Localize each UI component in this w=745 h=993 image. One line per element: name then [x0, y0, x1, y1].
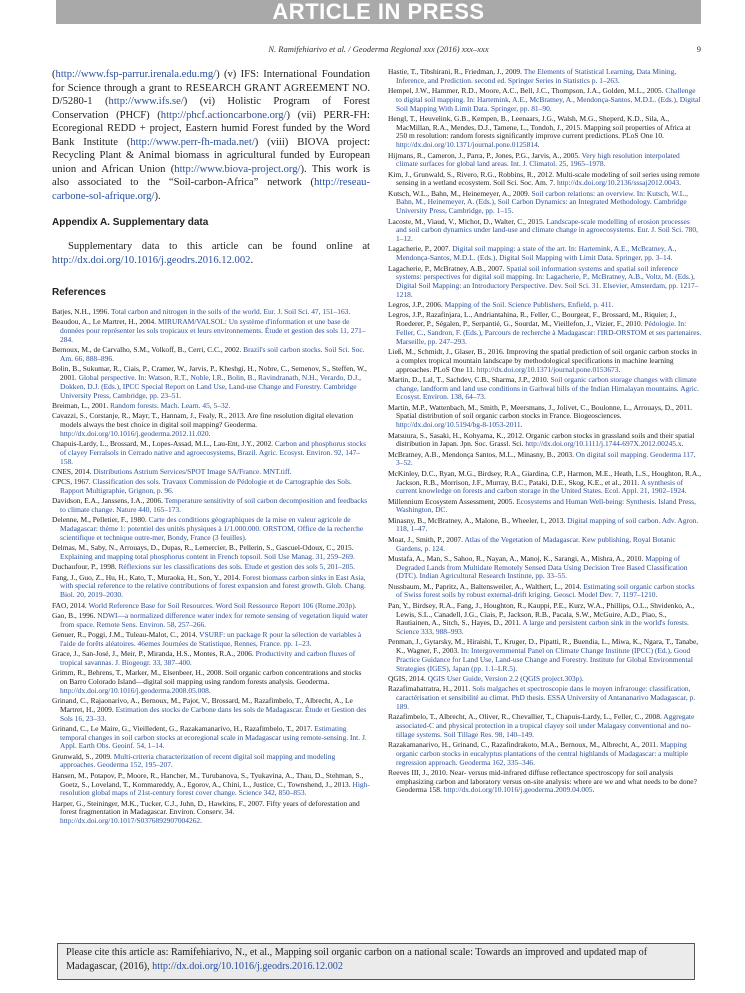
reference-link[interactable]: http://dx.doi.org/10.2136/sssaj2012.0043: [556, 178, 680, 188]
reference-link[interactable]: High-resolution global maps of 21st-century forest cover change. Science 342, 850–853.: [60, 779, 370, 798]
reference-entry: [52, 612, 370, 630]
reference-entry: [388, 218, 702, 244]
reference-text: Gao, B., 1996.: [52, 610, 98, 620]
reference-entry: [52, 308, 370, 317]
reference-entry: [388, 470, 702, 496]
reference-text: .: [208, 685, 211, 695]
left-column: [52, 68, 370, 828]
reference-link[interactable]: MIRURAM/VALSOL: Un système d'information et une base de données pour représenter les sols tropicaux et leurs environnements. Étude et gestion des sols 11, 271–284.: [60, 317, 366, 344]
reference-link[interactable]: Productivity and carbon fluxes of tropical savannas. J. Biogeogr. 33, 387–400.: [60, 649, 356, 667]
reference-link[interactable]: Classification des sols. Travaux Commission de Pédologie et de Cartographie des Sols. Rapport Multigraphie, Grignon, p. 96.: [60, 477, 352, 495]
reference-entry: [52, 574, 370, 600]
reference-text: Davidson, E.A., Janssens, I.A., 2006.: [52, 496, 165, 506]
reference-entry: [52, 800, 370, 826]
reference-entry: [388, 638, 702, 673]
reference-text: Legros, J.P., Razafinjara, L., Andriantahina, R., Feller, C., Bourgeat, F., Brossard, M., Riquier, J., Roederer, P., Ségalen, P., Serpantié, G., Sourdat, M., Vieillefon, J., Vizier, F., 2010.: [388, 310, 677, 329]
reference-entry: [388, 536, 702, 554]
reference-text: Kim, J., Grunwald, S., Rivero, R.G., Robbins, R., 2012. Multi-scale modeling of soil series using remote sensing in a wetland ecosystem. Soil Sci. Soc. Am. 7.: [388, 169, 700, 188]
reference-text: QGIS, 2014.: [388, 674, 428, 683]
reference-link[interactable]: VSURF: un package R pour la sélection de variables à l'aide de forêts aléatoires. 46emes Journées de Statistique, Rennes, France. pp. 1–23.: [60, 630, 362, 648]
text-span: ) (vii) PERR-FH: Ecoregional REDD + project, Eastern humid Forest funded by the Word Bank Institute (: [52, 109, 371, 148]
reference-text: Grinand, C., Rajaonarivo, A., Bernoux, M., Pajot, V., Brossard, M., Razafimbelo, T., Albrecht, A., Le Martret, H., 2009.: [52, 696, 353, 714]
reference-link[interactable]: http://dx.doi.org/10.1016/j.geoderma.2009.04.005: [443, 785, 593, 795]
reference-link[interactable]: Carte des conditions géographiques de la mise en valeur agricole de Madagascar: thème 1: potentiel des unités physiques à 1/1.000.000. ORSTOM, Office de la recherche scientifique et technique outre-mer, Bondy, France (3 feuilles).: [60, 515, 364, 542]
reference-link[interactable]: http://dx.doi.org/10.1371/journal.pone.0125814: [396, 140, 538, 150]
reference-text: Fang, J., Guo, Z., Hu, H., Kato, T., Muraoka, H., Son, Y., 2014.: [52, 572, 243, 582]
reference-entry: [388, 741, 702, 767]
reference-link[interactable]: Very high resolution interpolated climate surfaces for global land areas. Int. J. Climatol. 25, 1965–1978.: [396, 150, 680, 169]
reference-link[interactable]: Digital mapping of soil carbon. Adv. Agron. 118, 1–47.: [396, 515, 699, 534]
reference-link[interactable]: Forest biomass carbon sinks in East Asia, with special reference to the relative contributions of forest expansion and forest growth. Glob. Chang. Biol. 20, 2019–2030.: [60, 572, 366, 600]
reference-link[interactable]: Distributions Astrium Services/SPOT Image SA/France. MNT.tiff: [93, 466, 290, 476]
doi-link[interactable]: http://phcf.actioncarbone.org/: [160, 109, 287, 121]
doi-link[interactable]: http://www.ifs.se/: [108, 96, 184, 107]
doi-link[interactable]: http://dx.doi.org/10.1016/j.geodrs.2016.12.002: [152, 960, 343, 972]
reference-entry: [52, 650, 370, 668]
reference-entry: [388, 404, 702, 430]
reference-text: Duchaufour, P., 1998.: [52, 562, 119, 572]
reference-link[interactable]: Carbon and phosphorus stocks of clayey Ferralsols in Cerrado native and agroecosystems, Brazil. Agric. Ecosyst. Environ. 92, 147–158.: [60, 439, 366, 466]
reference-text: .: [681, 439, 684, 449]
reference-entry: [388, 451, 702, 469]
reference-text: Delmas, M., Saby, N., Arrouays, D., Dupas, R., Lemercier, B., Pellerin, S., Gascuel-Odoux, C., 2015.: [52, 543, 354, 553]
reference-text: Legros, J.P., 2006.: [388, 300, 445, 310]
reference-link[interactable]: http://dx.doi.org/10.1016/j.geoderma.2012.11.020: [60, 428, 209, 438]
reference-text: Penman, J., Gytarsky, M., Hiraishi, T., Kruger, D., Pipatti, R., Buendia, L., Miwa, K., Ngara, T., Tanabe, K., Wagner, F., 2003.: [388, 637, 699, 656]
reference-link[interactable]: Estimating soil organic carbon stocks of Swiss forest soils by robust external-drift kriging. Geosci. Model Dev. 7, 1197–1210.: [396, 581, 695, 600]
reference-entry: [52, 697, 370, 723]
reference-text: Lagacherie, P., 2007.: [388, 244, 453, 254]
reference-text: .: [200, 816, 203, 826]
reference-text: Martin, M.P., Wattenbach, M., Smith, P., Meersmans, J., Jolivet, C., Boulonne, L., Arrouays, D., 2011. Spatial distribution of soil organic carbon stocks in France. Biogeosciences.: [388, 402, 693, 421]
reference-entry: [388, 115, 702, 150]
reference-text: Grinand, C., Le Maire, G., Vieilledent, G., Razakamanarivo, H., Razafimbelo, T., 2017.: [52, 723, 315, 733]
reference-entry: [52, 772, 370, 798]
page-number: 9: [696, 44, 701, 54]
reference-text: Cavazzi, S., Corstanje, R., Mayr, T., Hannam, J., Fealy, R., 2013. Are fine resolution digital elevation models always the best choice in digital soil mapping? Geoderma.: [52, 411, 354, 429]
reference-list-left: [52, 308, 370, 826]
reference-link[interactable]: Challenge to digital soil mapping. In: Hartemink, A.E., McBratney, A., Mendonça-Santos, M.D.L. (Eds.), Digital Soil Mapping With Limit Data. Springer, pp. 81–90.: [396, 86, 701, 113]
text-span: .: [250, 254, 254, 266]
reference-entry: [388, 311, 702, 346]
reference-text: Hempel, J.W., Hammer, R.D., Moore, A.C., Bell, J.C., Thompson, J.A., Golden, M.L., 2005.: [388, 86, 666, 96]
reference-text: Breiman, L., 2001.: [52, 400, 111, 410]
reference-link[interactable]: Pédologie. In: Feller, C., Sandron, F. (Eds.), Parcours de recherche à Madagascar: l'IRD-ORSTOM et ses partenaires. Marseille, pp. 247–293.: [396, 319, 702, 346]
reference-entry: [388, 171, 702, 189]
reference-entry: [388, 517, 702, 535]
text-span: Please cite this article as: Ramifehiarivo, N., et al., Mapping soil organic carbon on a national scale: Towards an improved and updated map of Madagascar, (2016),: [66, 947, 648, 972]
reference-link[interactable]: http://dx.doi.org/10.1371/journal.pone.0153673: [476, 364, 619, 374]
reference-link[interactable]: Temperature sensitivity of soil carbon decomposition and feedbacks to climate change. Nature 440, 165–173.: [60, 496, 368, 515]
reference-entry: [52, 402, 370, 411]
reference-entry: [52, 440, 370, 466]
reference-text: Reeves III, J., 2010. Near- versus mid-infrared diffuse reflectance spectroscopy for soil analysis emphasizing carbon and laboratory versus on-site analysis: where are we and what needs to be done? Geoderma 158.: [388, 767, 697, 795]
reference-link[interactable]: Digital soil mapping: a state of the art. In: Hartemink, A.E., McBratney, A., Mendonça-Santos, M.D.L. (Eds.), Digital Soil Mapping with Limit Data. Springer, pp. 3–14.: [396, 244, 677, 263]
reference-link[interactable]: QGIS User Guide, Version 2.2 (QGIS project.303p).: [427, 674, 584, 683]
reference-link[interactable]: On digital soil mapping. Geoderma 117, 3–52.: [396, 449, 696, 468]
reference-entry: [388, 555, 702, 581]
reference-text: Ließ, M., Schmidt, J., Glaser, B., 2016. Improving the spatial prediction of soil organic carbon stocks in a complex tropical mountain landscape by methodological specifications in machine learning approaches. PLoS One 11.: [388, 347, 697, 374]
reference-text: .: [537, 140, 540, 150]
reference-entry: [388, 685, 702, 711]
reference-entry: [388, 348, 702, 374]
appendix-paragraph: [52, 240, 370, 267]
reference-entry: [388, 769, 702, 795]
reference-link[interactable]: A synthesis of current knowledge on forests and carbon storage in the United States. Ecol. Appl. 21, 1902–1924.: [396, 477, 687, 496]
doi-link[interactable]: http://dx.doi.org/10.1016/j.geodrs.2016.12.002: [52, 254, 251, 266]
reference-entry: [52, 318, 370, 344]
reference-link[interactable]: Multi-criteria characterization of recent digital soil mapping and modeling approaches. Geoderma 152, 195–207.: [60, 751, 336, 770]
reference-link[interactable]: Global perspective. In: Watson, R.T., Noble, I.R., Bolin, B., Ravindranath, N.H., Verardo, D.J., Dokken, D.J. (Eds.), IPCC Special Report on Land Use, Land-use Change and Forestry. Cambridge University Press, Cambridge, pp. 23–51.: [60, 373, 361, 400]
reference-text: Nussbaum, M., Papritz, A., Baltensweiler, A., Walthert, L., 2014.: [388, 581, 584, 591]
doi-link[interactable]: http://www.fsp-parrur.irenala.edu.mg/: [55, 69, 217, 80]
reference-text: Moat, J., Smith, P., 2007.: [388, 534, 465, 544]
text-span: (: [52, 69, 56, 80]
reference-entry: [388, 68, 702, 86]
reference-text: Grace, J., San-José, J., Meir, P., Miranda, H.S., Montes, R.A., 2006.: [52, 649, 256, 659]
doi-link[interactable]: http://www.perr-fh-mada.net/: [130, 136, 255, 148]
reference-text: Hijmans, R., Cameron, J., Parra, P., Jones, P.G., Jarvis, A., 2005.: [388, 150, 582, 160]
reference-entry: [388, 498, 702, 516]
reference-text: Chapuis-Lardy, L., Brossard, M., Lopes-Assad, M.L., Lau-Ent, J.Y., 2002.: [52, 439, 275, 449]
text-span: ) (viii) BIOVA project: Recycling Plant & Animal biomass in agricultural funded by European union and African Union (: [52, 136, 371, 175]
reference-link[interactable]: World Reference Base for Soil Resources. Word Soil Ressource Report 106 (Rome.203p).: [88, 600, 357, 610]
reference-text: Pan, Y., Birdsey, R.A., Fang, J., Houghton, R., Kauppi, P.E., Kurz, W.A., Phillips, O.L., Shvidenko, A., Lewis, S.L., Canadell, J.G., Ciais, P., Jackson, R.B., Pacala, S.W., McGuire, A.D., Piao, S., Rautiainen, A., Sitch, S., Hayes, D., 2011.: [388, 600, 695, 628]
text-span: ) (v) IFS: International Foundation for Science through a grant to RESEARCH GRANT AGREEMENT NO. D/5280-1 (: [52, 69, 370, 107]
reference-link[interactable]: A large and persistent carbon sink in the world's forests. Science 333, 988–993.: [396, 618, 689, 637]
reference-text: Mustafa, A., Man, S., Sahoo, R., Nayan, A., Manoj, K., Sarangi, A., Mishra, A., 2010.: [388, 553, 646, 563]
reference-link[interactable]: Estimating temporal changes in soil carbon stocks at ecoregional scale in Madagascar using remote-sensing. Int. J. Appl. Earth Obs. Geoinf. 54, 1–14.: [60, 723, 367, 751]
text-span: ) (vi) Holistic Program of Forest Conservation (PHCF) (: [52, 96, 370, 121]
reference-link[interactable]: In: Intergovernmental Panel on Climate Change Institute (IPCC) (Ed.), Good Practice Guidance for Land Use, Land-use Change and Forestry. Institute for Global Environmental Strategies (IGES), Japan (pp. 1.1–LR.5).: [396, 646, 693, 673]
reference-entry: [52, 563, 370, 572]
reference-text: Martin, D., Lal, T., Sachdev, C.B., Sharma, J.P., 2010.: [388, 374, 551, 384]
reference-entry: [388, 713, 702, 739]
reference-entry: [388, 432, 702, 450]
reference-text: Hansen, M., Potapov, P., Moore, R., Hancher, M., Turubanova, S., Tyukavina, A., Thau, D., Stehman, S., Goetz, S., Loveland, T., Kommareddy, A., Egorov, A., Chini, L., Justice, C., Townshend, J., 2013.: [52, 770, 364, 789]
reference-text: Razafimbelo, T., Albrecht, A., Oliver, R., Chevallier, T., Chapuis-Lardy, L., Feller, C., 2008.: [388, 712, 664, 722]
reference-link[interactable]: Mapping organic carbon stocks in eucalyptus plantations of the central highlands of Madagascar: a multiple regression approach. Geoderma 162, 335–346.: [396, 740, 689, 767]
reference-text: .: [520, 420, 523, 430]
reference-text: Razakamanarivo, H., Grinand, C., Razafindrakoto, M.A., Bernoux, M., Albrecht, A., 2011.: [388, 740, 660, 750]
article-in-press-banner: ARTICLE IN PRESS: [56, 0, 701, 24]
reference-text: .: [592, 785, 595, 795]
reference-entry: [52, 497, 370, 515]
reference-entry: [388, 152, 702, 170]
reference-entry: [388, 245, 702, 263]
right-column: [388, 68, 702, 797]
reference-text: Batjes, N.H., 1996.: [52, 307, 111, 316]
reference-link[interactable]: Réflexions sur les classifications des sols. Etude et gestion des sols 5, 201–205.: [118, 562, 355, 572]
reference-link[interactable]: Estimation des stocks de Carbone dans les sols de Madagascar. Étude et Gestion des Sols 16, 23–33.: [60, 704, 367, 723]
reference-text: .: [208, 428, 211, 438]
reference-entry: [52, 544, 370, 562]
reference-list-right: [388, 68, 702, 795]
reference-text: Harper, G., Steininger, M.K., Tucker, C.J., Juhn, D., Hawkins, F., 2007. Fifty years of deforestation and forest fragmentation in Madagascar. Environ. Conserv. 34.: [52, 798, 360, 817]
reference-text: McKinley, D.C., Ryan, M.G., Birdsey, R.A., Giardina, C.P., Harmon, M.E., Heath, L.S., Houghton, R.A., Jackson, R.B., Morrison, J.F., Murray, B.C., Pataki, D.E., Skog, K.E., et al., 2011.: [388, 468, 701, 487]
reference-entry: [52, 346, 370, 364]
text-span: Supplementary data to this article can be found online at: [68, 241, 370, 252]
reference-link[interactable]: Landscape-scale modelling of erosion processes and soil carbon dynamics under land-use and climate change in agroecosystems. Eur. J. Soil Sci. 780, 1–12.: [396, 216, 698, 244]
reference-text: Grunwald, S., 2009.: [52, 751, 114, 761]
reference-link[interactable]: Aggregate associated-C and physical protection in a tropical clayey soil under Malagasy conventional and no-tillage systems. Soil Tillage Res. 98, 140–149.: [396, 712, 695, 739]
funding-paragraph: [52, 68, 370, 203]
reference-text: Genuer, R., Poggi, J.M., Tuleau-Malot, C., 2014.: [52, 630, 200, 639]
reference-text: .: [289, 466, 292, 476]
reference-entry: [52, 478, 370, 496]
reference-text: Hastie, T., Tibshirani, R., Friedman, J., 2009.: [388, 67, 524, 76]
reference-link[interactable]: Soil carbon relations: an overview. In: Kutsch, W.L., Bahn, M., Heinemeyer, A. (Eds.), Soil Carbon Dynamics: an Integrated Methodology. Cambridge University Press, Cambridge, pp. 1–15.: [396, 188, 688, 216]
reference-link[interactable]: Mapping of the Soil. Science Publishers, Enfield, p. 411.: [444, 300, 614, 310]
text-span: ).: [154, 190, 161, 202]
reference-link[interactable]: http://dx.doi.org/10.5194/bg-8-1053-2011: [396, 420, 521, 430]
reference-text: Beaudou, A., Le Martret, H., 2004.: [52, 317, 158, 327]
reference-entry: [388, 190, 702, 216]
reference-text: Kutsch, W.L., Bahn, M., Heinemeyer, A., 2009.: [388, 188, 532, 198]
reference-entry: [52, 468, 370, 477]
doi-link[interactable]: http://reseau-carbone-sol-afrique.org/: [52, 177, 370, 202]
reference-link[interactable]: Mapping of Degraded Lands from Multidate Remotely Sensed Data Using Decision Tree Based Classification (DTC). Indian Agricultural Research Institute, pp. 33–55.: [396, 553, 688, 581]
reference-entry: [388, 583, 702, 601]
reference-text: CPCS, 1967.: [52, 477, 93, 487]
reference-entry: [388, 301, 702, 310]
reference-text: FAO, 2014.: [52, 600, 89, 610]
doi-link[interactable]: http://www.biova-project.org/: [174, 163, 301, 175]
reference-entry: [52, 516, 370, 542]
reference-text: Matsuura, S., Sasaki, H., Kohyama, K., 2012. Organic carbon stocks in grassland soils and their spatial distribution in Japan. Jpn. Soc. Grassl. Sci.: [388, 430, 695, 449]
reference-link[interactable]: Explaining and mapping total phosphorus content in French topsoil. Soil Use Manag. 31, 259–269.: [60, 552, 355, 562]
reference-link[interactable]: Spatial soil information systems and spatial soil inference systems: perspectives for digital soil mapping. In: Lagacherie, P., McBratney, A.B., Voltz, M. (Eds.), Digital Soil Mapping: an Introductory Perspective. Dev. Soil Sci. 31. Elsevier, Amsterdam, pp. 1217–1218.: [396, 263, 699, 299]
reference-text: Grimm, R., Behrens, T., Marker, M., Elsenbeer, H., 2008. Soil organic carbon concentrations and stocks on Barro Colorado Island—digital soil mapping using random forests analysis. Geoderma.: [52, 668, 362, 686]
appendix-heading: Appendix A. Supplementary data: [52, 217, 209, 228]
reference-link[interactable]: Soil organic carbon storage changes with climate change, landform and land use conditions in Garhwal hills of the Indian Himalayan mountains. Agric. Ecosyst. Environ. 138, 64–73.: [396, 374, 700, 402]
running-head: N. Ramifehiarivo et al. / Geoderma Regional xxx (2016) xxx–xxx: [268, 44, 489, 54]
reference-text: Lagacherie, P., McBratney, A.B., 2007.: [388, 263, 507, 273]
references-heading: References: [52, 287, 106, 298]
reference-link[interactable]: Atlas of the Vegetation of Madagascar. Kew publishing, Royal Botanic Gardens, p. 124.: [396, 534, 676, 553]
reference-link[interactable]: Total carbon and nitrogen in the soils of the world. Eur. J. Soil Sci. 47, 151–163.: [110, 307, 351, 316]
reference-link[interactable]: The Elements of Statistical Learning, Data Mining, Inference, and Prediction. second ed. Springer Series in Statistics p. 1–263.: [396, 67, 677, 85]
reference-entry: [52, 412, 370, 438]
reference-link[interactable]: http://dx.doi.org/10.1016/j.geoderma.2008.05.008: [60, 685, 209, 695]
reference-text: Lacoste, M., Viaud, V., Michot, D., Walter, C., 2015.: [388, 216, 547, 226]
reference-entry: [388, 376, 702, 402]
reference-text: CNES, 2014.: [52, 466, 94, 476]
reference-link[interactable]: http://dx.doi.org/10.1111/j.1744-697X.2012.00245.x: [525, 439, 682, 449]
reference-entry: [52, 602, 370, 611]
reference-entry: [52, 365, 370, 400]
reference-text: McBratney, A.B., Mendonça Santos, M.L., Minasny, B., 2003.: [388, 449, 576, 459]
reference-entry: [388, 602, 702, 637]
reference-link[interactable]: Ecosystems and Human Well-being: Synthesis. Island Press, Washington, DC.: [396, 496, 696, 515]
reference-entry: [388, 265, 702, 300]
reference-text: Hengl, T., Heuvelink, G.B., Kempen, B., Leenaars, J.G., Walsh, M.G., Sheperd, K.D., Sila, A., MacMillan, R.A., Mendes, D.J., Tamene, L., Tondoh, J., 2015. Mapping soil properties of Africa at 250 m resolution: random forests significantly improve current predictions. PLoS One 10.: [388, 113, 691, 141]
reference-entry: [388, 675, 702, 684]
citation-box: [57, 943, 695, 980]
reference-entry: [52, 669, 370, 695]
reference-text: Delenne, M., Pelletier, F., 1980.: [52, 515, 149, 525]
reference-text: Bolin, B., Sukumar, R., Ciais, P., Cramer, W., Jarvis, P., Kheshgi, H., Nobre, C., Semenov, S., Steffen, W., 2001.: [52, 364, 367, 383]
reference-link[interactable]: http://dx.doi.org/10.1017/S0376892907004262: [60, 816, 201, 826]
reference-link[interactable]: Sols malgaches et spectroscopie dans le moyen infrarouge: classification, caractérisation et sensibilité au climat. PhD thesis. ESSA University of Antananarivo Madagascar, p. 189.: [396, 684, 696, 711]
reference-link[interactable]: Brazil's soil carbon stocks. Soil Sci. Soc. Am. 66, 888–896.: [60, 345, 365, 363]
reference-text: Millennium Ecosystem Assessment, 2005.: [388, 496, 517, 506]
reference-entry: [388, 87, 702, 113]
reference-link[interactable]: NDWI—a normalized difference water index for remote sensing of vegetation liquid water from space. Remote Sens. Environ. 58, 257–266.: [60, 610, 368, 629]
reference-text: Minasny, B., McBratney, A., Malone, B., Wheeler, I., 2013.: [388, 515, 568, 525]
reference-entry: [52, 753, 370, 771]
text-span: ). This work is also associated to the “Soil-carbon-Africa” network (: [52, 163, 370, 188]
reference-entry: [52, 631, 370, 649]
reference-text: .: [618, 364, 621, 374]
reference-link[interactable]: Random forests. Mach. Learn. 45, 5–32.: [110, 400, 231, 410]
reference-text: Bernoux, M., de Carvalho, S.M., Volkoff, B., Cerri, C.C., 2002.: [52, 345, 244, 355]
reference-text: Razafimahatratra, H., 2011.: [388, 684, 473, 694]
reference-entry: [52, 725, 370, 751]
reference-text: .: [679, 178, 681, 188]
